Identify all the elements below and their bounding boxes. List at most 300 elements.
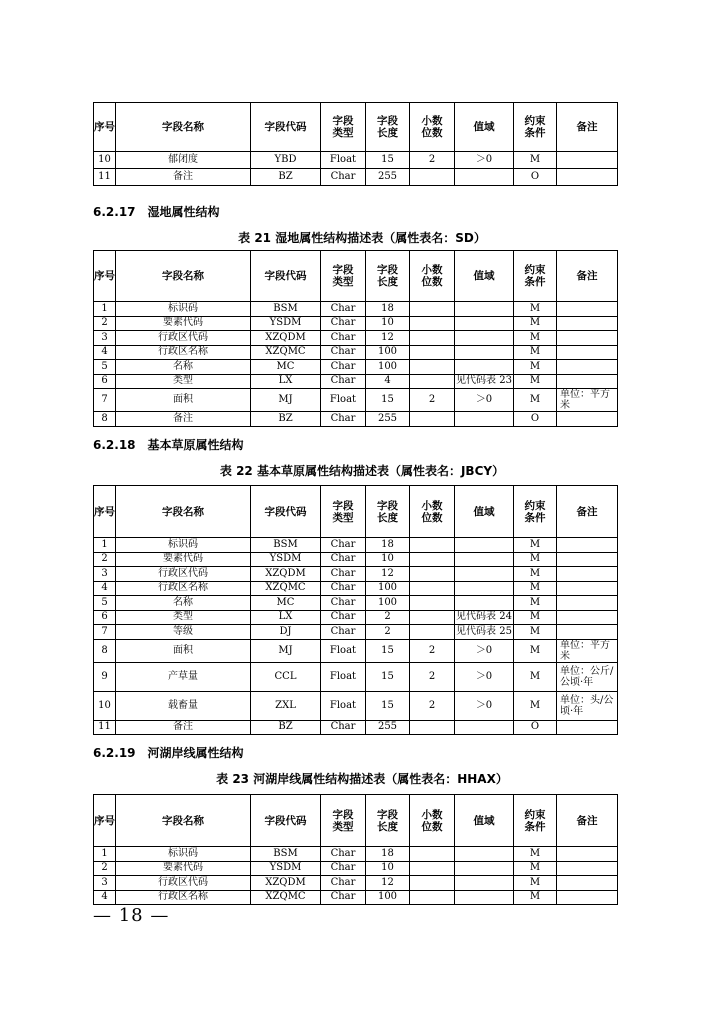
table-row: [94, 625, 618, 640]
cell-index: 11: [94, 720, 116, 735]
cell-field-code: CCL: [251, 662, 321, 691]
cell-remarks: [557, 152, 618, 169]
cell-field-name: 产草量: [116, 662, 251, 691]
cell-constraint: M: [514, 876, 557, 891]
cell-field-name: 备注: [116, 412, 251, 427]
col-header-field-length: 字段长度: [366, 486, 410, 538]
cell-field-type: Char: [321, 360, 366, 375]
cell-field-length: 100: [366, 890, 410, 905]
cell-field-code: YSDM: [251, 861, 321, 876]
cell-field-code: XZQMC: [251, 581, 321, 596]
cell-field-length: 100: [366, 360, 410, 375]
cell-index: 3: [94, 876, 116, 891]
table-row: [94, 847, 618, 862]
cell-constraint: M: [514, 610, 557, 625]
cell-remarks: [557, 316, 618, 331]
col-header-decimals: 小数位数: [410, 103, 455, 152]
col-header-field-name: 字段名称: [116, 486, 251, 538]
cell-field-length: 100: [366, 596, 410, 611]
cell-constraint: M: [514, 389, 557, 412]
cell-constraint: M: [514, 152, 557, 169]
cell-field-length: 10: [366, 316, 410, 331]
cell-decimals: 2: [410, 662, 455, 691]
cell-field-name: 名称: [116, 360, 251, 375]
cell-constraint: M: [514, 596, 557, 611]
cell-remarks: 单位：平方米: [557, 389, 618, 412]
cell-constraint: M: [514, 662, 557, 691]
table-row: [94, 152, 618, 169]
section-heading-wetland: 6.2.17 湿地属性结构: [93, 205, 220, 219]
cell-field-length: 15: [366, 691, 410, 720]
cell-remarks: [557, 861, 618, 876]
table-row: [94, 581, 618, 596]
cell-field-length: 255: [366, 169, 410, 186]
cell-field-code: BZ: [251, 720, 321, 735]
cell-field-length: 10: [366, 552, 410, 567]
cell-field-length: 18: [366, 847, 410, 862]
cell-field-name: 等级: [116, 625, 251, 640]
cell-field-length: 12: [366, 567, 410, 582]
cell-value-domain: [455, 360, 514, 375]
cell-field-code: BZ: [251, 169, 321, 186]
table-row: [94, 567, 618, 582]
cell-field-type: Char: [321, 720, 366, 735]
cell-field-length: 10: [366, 861, 410, 876]
col-header-remarks: 备注: [557, 795, 618, 847]
cell-field-length: 12: [366, 876, 410, 891]
cell-constraint: O: [514, 169, 557, 186]
cell-index: 1: [94, 302, 116, 317]
cell-value-domain: [455, 567, 514, 582]
cell-value-domain: [455, 890, 514, 905]
cell-decimals: 2: [410, 389, 455, 412]
cell-field-name: 要素代码: [116, 316, 251, 331]
cell-field-code: BSM: [251, 847, 321, 862]
table-caption-grassland: 表 22 基本草原属性结构描述表（属性表名：JBCY）: [219, 464, 505, 478]
cell-value-domain: 见代码表 23: [455, 374, 514, 389]
cell-field-type: Float: [321, 662, 366, 691]
cell-value-domain: 见代码表 25: [455, 625, 514, 640]
col-header-index: 序号: [94, 251, 116, 302]
cell-field-code: YBD: [251, 152, 321, 169]
cell-field-type: Float: [321, 691, 366, 720]
cell-index: 3: [94, 567, 116, 582]
table-caption-wetland: 表 21 湿地属性结构描述表（属性表名：SD）: [238, 231, 486, 245]
cell-value-domain: [455, 720, 514, 735]
cell-remarks: 单位：头/公顷·年: [557, 691, 618, 720]
col-header-value-domain: 值域: [455, 486, 514, 538]
cell-constraint: M: [514, 538, 557, 553]
cell-index: 10: [94, 691, 116, 720]
cell-value-domain: [455, 538, 514, 553]
cell-constraint: M: [514, 552, 557, 567]
cell-field-code: XZQMC: [251, 890, 321, 905]
cell-field-length: 100: [366, 345, 410, 360]
cell-field-name: 要素代码: [116, 861, 251, 876]
cell-value-domain: [455, 331, 514, 346]
cell-decimals: [410, 412, 455, 427]
cell-index: 10: [94, 152, 116, 169]
col-header-field-length: 字段长度: [366, 251, 410, 302]
cell-index: 2: [94, 861, 116, 876]
cell-value-domain: [455, 581, 514, 596]
cell-index: 9: [94, 662, 116, 691]
cell-decimals: 2: [410, 639, 455, 662]
cell-field-code: BSM: [251, 538, 321, 553]
cell-remarks: [557, 581, 618, 596]
col-header-value-domain: 值域: [455, 103, 514, 152]
cell-value-domain: ＞0: [455, 662, 514, 691]
table-wetland-attributes: [93, 250, 618, 427]
table-row: [94, 861, 618, 876]
cell-field-code: BZ: [251, 412, 321, 427]
cell-field-name: 标识码: [116, 538, 251, 553]
table-header-row: [94, 103, 618, 152]
cell-field-length: 2: [366, 610, 410, 625]
cell-remarks: [557, 331, 618, 346]
table-row: [94, 345, 618, 360]
cell-constraint: O: [514, 412, 557, 427]
cell-decimals: [410, 625, 455, 640]
table-row: [94, 538, 618, 553]
table-row: [94, 662, 618, 691]
cell-field-code: ZXL: [251, 691, 321, 720]
cell-field-name: 名称: [116, 596, 251, 611]
col-header-field-type: 字段类型: [321, 795, 366, 847]
cell-index: 5: [94, 360, 116, 375]
cell-field-type: Char: [321, 374, 366, 389]
col-header-field-code: 字段代码: [251, 251, 321, 302]
cell-decimals: [410, 847, 455, 862]
cell-index: 4: [94, 890, 116, 905]
col-header-value-domain: 值域: [455, 795, 514, 847]
cell-field-type: Float: [321, 152, 366, 169]
cell-index: 1: [94, 538, 116, 553]
cell-remarks: [557, 625, 618, 640]
cell-constraint: M: [514, 316, 557, 331]
table-row: [94, 316, 618, 331]
cell-index: 8: [94, 639, 116, 662]
cell-remarks: [557, 552, 618, 567]
col-header-field-code: 字段代码: [251, 795, 321, 847]
cell-field-length: 18: [366, 302, 410, 317]
cell-field-type: Char: [321, 847, 366, 862]
cell-field-type: Char: [321, 596, 366, 611]
cell-value-domain: ＞0: [455, 152, 514, 169]
cell-field-code: XZQDM: [251, 567, 321, 582]
table-row: [94, 374, 618, 389]
table-row: [94, 552, 618, 567]
cell-field-name: 备注: [116, 169, 251, 186]
cell-constraint: M: [514, 691, 557, 720]
cell-decimals: [410, 331, 455, 346]
cell-remarks: [557, 596, 618, 611]
cell-field-type: Char: [321, 552, 366, 567]
col-header-field-code: 字段代码: [251, 103, 321, 152]
table-row: [94, 169, 618, 186]
table-header-row: [94, 795, 618, 847]
col-header-remarks: 备注: [557, 486, 618, 538]
cell-decimals: 2: [410, 152, 455, 169]
cell-field-code: MJ: [251, 639, 321, 662]
cell-remarks: [557, 412, 618, 427]
table-row: [94, 639, 618, 662]
cell-field-code: YSDM: [251, 552, 321, 567]
cell-field-length: 2: [366, 625, 410, 640]
cell-remarks: 单位：平方米: [557, 639, 618, 662]
col-header-constraint: 约束条件: [514, 103, 557, 152]
cell-constraint: M: [514, 374, 557, 389]
cell-field-name: 行政区名称: [116, 890, 251, 905]
cell-remarks: 单位：公斤/公顷·年: [557, 662, 618, 691]
cell-field-name: 面积: [116, 389, 251, 412]
cell-field-length: 4: [366, 374, 410, 389]
cell-remarks: [557, 374, 618, 389]
cell-field-length: 15: [366, 389, 410, 412]
cell-value-domain: [455, 596, 514, 611]
cell-field-length: 100: [366, 581, 410, 596]
col-header-field-type: 字段类型: [321, 103, 366, 152]
col-header-decimals: 小数位数: [410, 795, 455, 847]
cell-field-name: 备注: [116, 720, 251, 735]
cell-value-domain: ＞0: [455, 639, 514, 662]
cell-index: 11: [94, 169, 116, 186]
cell-decimals: [410, 302, 455, 317]
cell-value-domain: [455, 847, 514, 862]
col-header-field-name: 字段名称: [116, 251, 251, 302]
cell-field-name: 标识码: [116, 847, 251, 862]
table-shoreline-attributes: [93, 794, 618, 905]
table-row: [94, 331, 618, 346]
cell-field-type: Char: [321, 861, 366, 876]
cell-field-code: LX: [251, 374, 321, 389]
cell-field-code: XZQDM: [251, 331, 321, 346]
cell-remarks: [557, 876, 618, 891]
cell-remarks: [557, 847, 618, 862]
col-header-index: 序号: [94, 486, 116, 538]
col-header-field-type: 字段类型: [321, 486, 366, 538]
cell-index: 1: [94, 847, 116, 862]
cell-field-name: 行政区名称: [116, 345, 251, 360]
cell-field-name: 标识码: [116, 302, 251, 317]
cell-decimals: [410, 596, 455, 611]
cell-constraint: M: [514, 625, 557, 640]
col-header-constraint: 约束条件: [514, 486, 557, 538]
cell-value-domain: [455, 345, 514, 360]
cell-field-type: Char: [321, 331, 366, 346]
cell-field-type: Char: [321, 876, 366, 891]
cell-field-name: 面积: [116, 639, 251, 662]
cell-value-domain: [455, 552, 514, 567]
table-row: [94, 302, 618, 317]
cell-field-code: XZQDM: [251, 876, 321, 891]
cell-decimals: [410, 876, 455, 891]
cell-remarks: [557, 610, 618, 625]
table-row: [94, 610, 618, 625]
table-header-row: [94, 251, 618, 302]
cell-field-length: 12: [366, 331, 410, 346]
cell-decimals: [410, 861, 455, 876]
cell-field-type: Char: [321, 345, 366, 360]
col-header-decimals: 小数位数: [410, 251, 455, 302]
cell-field-code: MC: [251, 360, 321, 375]
cell-field-code: MJ: [251, 389, 321, 412]
cell-decimals: 2: [410, 691, 455, 720]
col-header-remarks: 备注: [557, 103, 618, 152]
cell-index: 7: [94, 625, 116, 640]
table-row: [94, 412, 618, 427]
table-grassland-attributes: [93, 485, 618, 735]
cell-remarks: [557, 720, 618, 735]
cell-index: 7: [94, 389, 116, 412]
cell-field-name: 行政区代码: [116, 876, 251, 891]
cell-field-code: DJ: [251, 625, 321, 640]
cell-index: 2: [94, 316, 116, 331]
cell-decimals: [410, 345, 455, 360]
cell-decimals: [410, 360, 455, 375]
cell-decimals: [410, 169, 455, 186]
cell-remarks: [557, 345, 618, 360]
cell-constraint: M: [514, 360, 557, 375]
table-row: [94, 360, 618, 375]
col-header-field-type: 字段类型: [321, 251, 366, 302]
col-header-field-length: 字段长度: [366, 103, 410, 152]
cell-decimals: [410, 890, 455, 905]
cell-field-code: XZQMC: [251, 345, 321, 360]
col-header-index: 序号: [94, 795, 116, 847]
cell-remarks: [557, 890, 618, 905]
cell-field-length: 15: [366, 639, 410, 662]
cell-field-type: Char: [321, 567, 366, 582]
cell-value-domain: [455, 169, 514, 186]
cell-field-type: Char: [321, 302, 366, 317]
cell-value-domain: 见代码表 24: [455, 610, 514, 625]
cell-field-type: Char: [321, 890, 366, 905]
cell-decimals: [410, 720, 455, 735]
col-header-field-length: 字段长度: [366, 795, 410, 847]
cell-field-name: 行政区名称: [116, 581, 251, 596]
cell-remarks: [557, 567, 618, 582]
table-row: [94, 596, 618, 611]
cell-remarks: [557, 360, 618, 375]
table-caption-shoreline: 表 23 河湖岸线属性结构描述表（属性表名：HHAX）: [216, 772, 508, 786]
cell-index: 2: [94, 552, 116, 567]
cell-field-type: Char: [321, 610, 366, 625]
cell-decimals: [410, 610, 455, 625]
cell-field-type: Char: [321, 581, 366, 596]
table-row: [94, 890, 618, 905]
cell-field-type: Char: [321, 538, 366, 553]
cell-decimals: [410, 567, 455, 582]
cell-value-domain: ＞0: [455, 389, 514, 412]
col-header-decimals: 小数位数: [410, 486, 455, 538]
col-header-constraint: 约束条件: [514, 795, 557, 847]
cell-field-name: 行政区代码: [116, 567, 251, 582]
cell-field-type: Char: [321, 625, 366, 640]
cell-field-name: 类型: [116, 374, 251, 389]
cell-value-domain: [455, 412, 514, 427]
cell-index: 8: [94, 412, 116, 427]
cell-field-name: 行政区代码: [116, 331, 251, 346]
cell-field-code: YSDM: [251, 316, 321, 331]
cell-constraint: M: [514, 639, 557, 662]
cell-field-length: 255: [366, 412, 410, 427]
col-header-remarks: 备注: [557, 251, 618, 302]
cell-constraint: O: [514, 720, 557, 735]
cell-field-length: 15: [366, 152, 410, 169]
cell-constraint: M: [514, 302, 557, 317]
cell-field-name: 载畜量: [116, 691, 251, 720]
cell-remarks: [557, 538, 618, 553]
cell-index: 5: [94, 596, 116, 611]
cell-field-type: Char: [321, 316, 366, 331]
cell-index: 6: [94, 610, 116, 625]
cell-field-name: 郁闭度: [116, 152, 251, 169]
cell-field-code: LX: [251, 610, 321, 625]
cell-value-domain: [455, 861, 514, 876]
cell-decimals: [410, 316, 455, 331]
cell-constraint: M: [514, 847, 557, 862]
cell-index: 4: [94, 581, 116, 596]
col-header-index: 序号: [94, 103, 116, 152]
table-row: [94, 389, 618, 412]
table-row: [94, 720, 618, 735]
col-header-value-domain: 值域: [455, 251, 514, 302]
cell-index: 6: [94, 374, 116, 389]
cell-constraint: M: [514, 567, 557, 582]
cell-constraint: M: [514, 345, 557, 360]
table-row: [94, 876, 618, 891]
table-forest-continued: [93, 102, 618, 186]
page-number: — 18 —: [93, 905, 170, 926]
cell-value-domain: [455, 316, 514, 331]
cell-field-length: 255: [366, 720, 410, 735]
cell-field-name: 要素代码: [116, 552, 251, 567]
cell-constraint: M: [514, 861, 557, 876]
cell-decimals: [410, 552, 455, 567]
cell-remarks: [557, 169, 618, 186]
table-row: [94, 691, 618, 720]
cell-constraint: M: [514, 890, 557, 905]
cell-constraint: M: [514, 331, 557, 346]
cell-value-domain: [455, 302, 514, 317]
table-header-row: [94, 486, 618, 538]
cell-decimals: [410, 374, 455, 389]
cell-field-code: MC: [251, 596, 321, 611]
cell-field-type: Float: [321, 639, 366, 662]
cell-decimals: [410, 581, 455, 596]
cell-field-type: Char: [321, 169, 366, 186]
cell-index: 3: [94, 331, 116, 346]
cell-value-domain: ＞0: [455, 691, 514, 720]
cell-remarks: [557, 302, 618, 317]
col-header-constraint: 约束条件: [514, 251, 557, 302]
col-header-field-name: 字段名称: [116, 795, 251, 847]
cell-decimals: [410, 538, 455, 553]
cell-field-type: Char: [321, 412, 366, 427]
cell-index: 4: [94, 345, 116, 360]
cell-field-length: 18: [366, 538, 410, 553]
col-header-field-name: 字段名称: [116, 103, 251, 152]
cell-field-length: 15: [366, 662, 410, 691]
cell-value-domain: [455, 876, 514, 891]
section-heading-grassland: 6.2.18 基本草原属性结构: [93, 438, 244, 452]
cell-field-name: 类型: [116, 610, 251, 625]
cell-field-code: BSM: [251, 302, 321, 317]
cell-field-type: Float: [321, 389, 366, 412]
section-heading-shoreline: 6.2.19 河湖岸线属性结构: [93, 746, 244, 760]
col-header-field-code: 字段代码: [251, 486, 321, 538]
